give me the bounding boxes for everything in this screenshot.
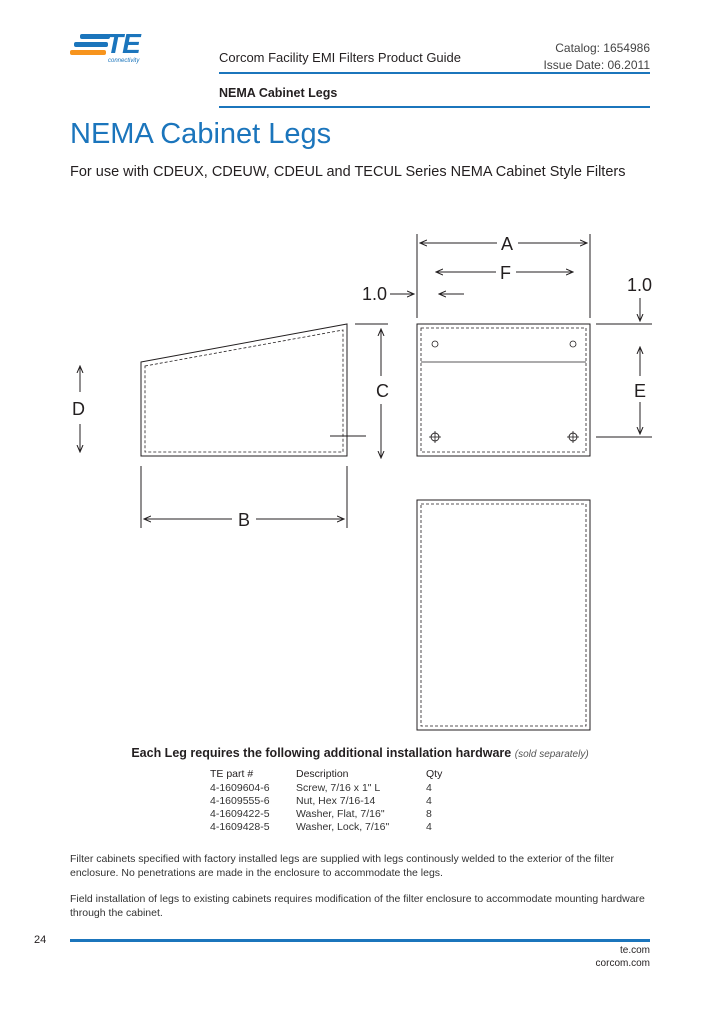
part-number: 4-1609604-6: [210, 781, 270, 794]
quantity: 8: [426, 807, 432, 820]
label-c: C: [376, 381, 389, 401]
quantity: 4: [426, 794, 432, 807]
label-d: D: [72, 399, 85, 419]
catalog-number: Catalog: 1654986: [555, 41, 650, 55]
section-label: NEMA Cabinet Legs: [219, 86, 338, 100]
part-number: 4-1609555-6: [210, 794, 270, 807]
dimension-e: [596, 347, 652, 437]
column-header-part: TE part #: [210, 768, 254, 780]
guide-title: Corcom Facility EMI Filters Product Guide: [219, 50, 462, 65]
mounting-hole-icon: [429, 431, 441, 443]
hole-icon: [432, 341, 438, 347]
mounting-hole-icon: [567, 431, 579, 443]
page-number: 24: [34, 934, 47, 946]
link-te[interactable]: te.com: [619, 945, 650, 956]
quantity: 4: [426, 781, 432, 794]
table-row: [206, 781, 460, 794]
hardware-heading: [70, 746, 650, 760]
label-b: B: [238, 510, 251, 530]
description: Washer, Lock, 7/16": [296, 820, 390, 833]
part-number: 4-1609428-5: [210, 820, 270, 833]
quantity: 4: [426, 820, 432, 833]
dimension-d: [72, 366, 85, 452]
description: Nut, Hex 7/16-14: [296, 794, 376, 807]
hardware-note: (sold separately): [514, 749, 589, 760]
dimension-f: [436, 263, 573, 283]
factory-install-paragraph: Filter cabinets specified with factory installed legs are supplied with legs continously welded to the exterior of the filter enclosure. No penetrations are made in the enclosure to accommodate the legs.: [70, 853, 614, 879]
hardware-table: [206, 767, 460, 833]
label-offset-right: 1.0: [627, 275, 653, 295]
table-header-row: [206, 767, 460, 781]
label-f: F: [500, 263, 511, 283]
column-header-description: Description: [296, 768, 349, 780]
dimension-offset-left: [362, 284, 464, 304]
issue-date: Issue Date: 06.2011: [543, 58, 650, 72]
front-view: [417, 324, 590, 456]
column-header-qty: Qty: [426, 768, 443, 780]
description: Washer, Flat, 7/16": [296, 807, 385, 820]
label-offset-left: 1.0: [362, 284, 388, 304]
footer-links: [596, 944, 650, 970]
part-number: 4-1609422-5: [210, 807, 270, 820]
dimension-c: [355, 324, 389, 458]
table-row: [206, 820, 460, 833]
te-logo-tagline: connectivity: [108, 58, 140, 64]
table-row: [206, 794, 460, 807]
footer-rule: [70, 939, 650, 942]
hole-icon: [570, 341, 576, 347]
dimension-b: [141, 466, 347, 530]
label-e: E: [634, 381, 647, 401]
table-row: [206, 807, 460, 820]
link-corcom[interactable]: corcom.com: [595, 958, 650, 969]
description: Screw, 7/16 x 1" L: [296, 781, 381, 794]
top-view: [417, 500, 590, 730]
page-title: NEMA Cabinet Legs: [70, 118, 332, 150]
te-logo: TE: [106, 28, 140, 59]
page-subtitle: For use with CDEUX, CDEUW, CDEUL and TECUL Series NEMA Cabinet Style Filters: [70, 164, 626, 180]
dimension-offset-right: [596, 275, 652, 324]
label-a: A: [501, 234, 514, 254]
side-view: [141, 324, 366, 456]
hardware-heading-text: Each Leg requires the following additional installation hardware: [131, 746, 512, 760]
field-install-paragraph: Field installation of legs to existing cabinets requires modification of the filter enclosure to accommodate mounting hardware through the cabinet.: [70, 893, 645, 919]
